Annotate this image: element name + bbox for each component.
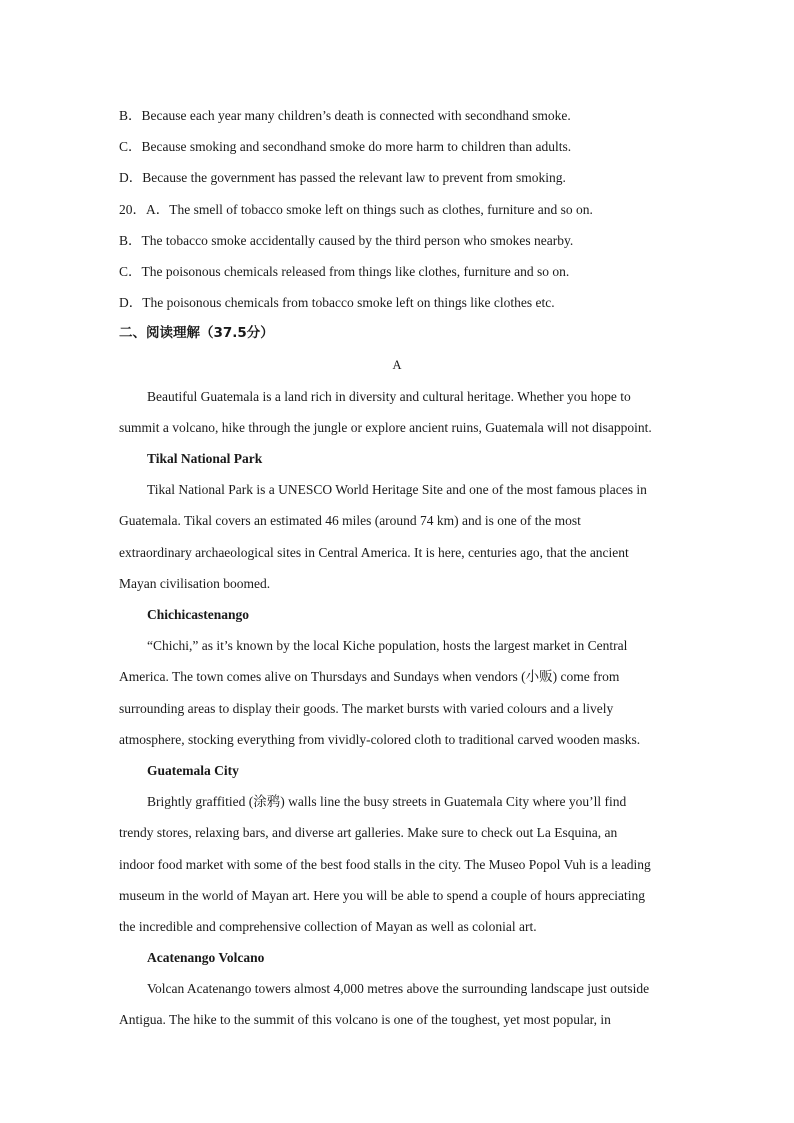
tikal-line: Tikal National Park is a UNESCO World Heritage Site and one of the most famous places in — [147, 482, 647, 498]
city-line: trendy stores, relaxing bars, and diverse art galleries. Make sure to check out La Esquina, an — [119, 825, 618, 841]
tikal-line: Guatemala. Tikal covers an estimated 46 miles (around 74 km) and is one of the most — [119, 513, 581, 529]
tikal-line: extraordinary archaeological sites in Central America. It is here, centuries ago, that the ancient — [119, 544, 629, 560]
volcano-line: Antigua. The hike to the summit of this volcano is one of the toughest, yet most popular, in — [119, 1012, 611, 1028]
chichi-line: “Chichi,” as it’s known by the local Kiche population, hosts the largest market in Central — [147, 638, 628, 654]
chichi-line: atmosphere, stocking everything from vividly-colored cloth to traditional carved wooden masks. — [119, 731, 641, 747]
intro-line: summit a volcano, hike through the jungle or explore ancient ruins, Guatemala will not disappoint. — [119, 419, 652, 435]
option-line: D．The poisonous chemicals from tobacco smoke left on things like clothes etc. — [119, 295, 555, 311]
city-line: museum in the world of Mayan art. Here you will be able to spend a couple of hours appreciating — [119, 887, 645, 903]
chichi-line: surrounding areas to display their goods. The market bursts with varied colours and a lively — [119, 700, 614, 716]
chichi-line: America. The town comes alive on Thursdays and Sundays when vendors (小贩) come from — [119, 669, 620, 685]
section-heading: 二、阅读理解（37.5分） — [119, 325, 274, 342]
option-line: 20．A．The smell of tobacco smoke left on things such as clothes, furniture and so on. — [119, 201, 593, 217]
volcano-line: Volcan Acatenango towers almost 4,000 metres above the surrounding landscape just outside — [147, 981, 650, 997]
option-line: B．The tobacco smoke accidentally caused by the third person who smokes nearby. — [119, 232, 574, 248]
tikal-title: Tikal National Park — [147, 451, 263, 467]
city-line: Brightly graffitied (涂鸦) walls line the busy streets in Guatemala City where you’ll find — [147, 794, 627, 810]
city-line: the incredible and comprehensive collection of Mayan as well as colonial art. — [119, 918, 537, 934]
option-line: B．Because each year many children’s death is connected with secondhand smoke. — [119, 108, 571, 123]
intro-line: Beautiful Guatemala is a land rich in diversity and cultural heritage. Whether you hope to — [147, 388, 631, 404]
option-line: D．Because the government has passed the relevant law to prevent from smoking. — [119, 170, 566, 186]
passage-label: A — [392, 357, 402, 372]
tikal-line: Mayan civilisation boomed. — [119, 575, 271, 591]
city-line: indoor food market with some of the best food stalls in the city. The Museo Popol Vuh is a leading — [119, 856, 651, 872]
option-line: C．Because smoking and secondhand smoke do more harm to children than adults. — [119, 139, 572, 155]
chichi-title: Chichicastenango — [147, 607, 250, 622]
option-line: C．The poisonous chemicals released from things like clothes, furniture and so on. — [119, 263, 570, 279]
volcano-title: Acatenango Volcano — [147, 950, 265, 966]
city-title: Guatemala City — [147, 762, 239, 778]
document-page — [119, 100, 675, 1036]
